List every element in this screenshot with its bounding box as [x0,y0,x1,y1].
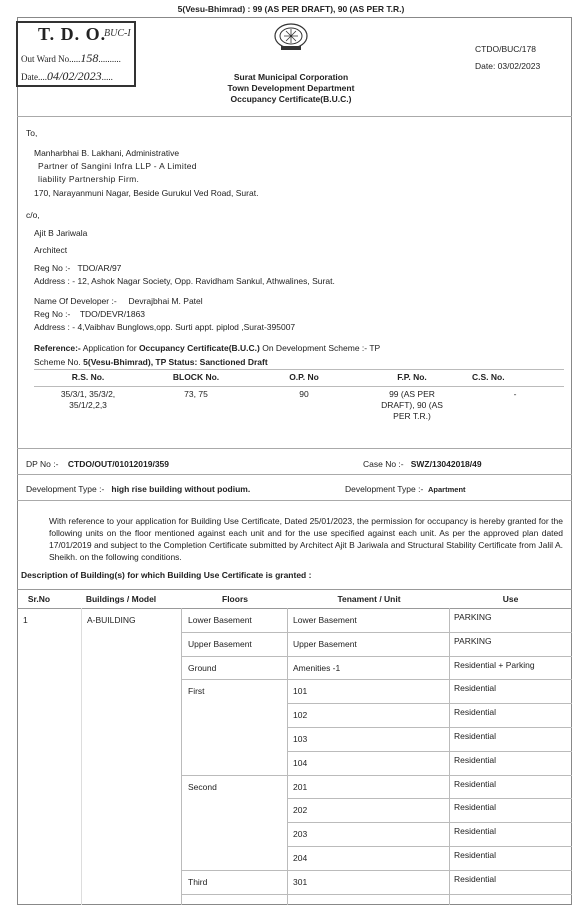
stamp-date: 04/02/2023 [47,69,102,83]
architect-role: Architect [34,245,68,255]
use-cell: Residential + Parking [454,659,535,670]
column-header: Floors [222,594,248,604]
unit-cell: 301 [293,876,308,887]
unit-cell: 201 [293,781,308,792]
developer-address: Address : - 4,Vaibhav Bunglows,opp. Surti appt. piplod ,Surat-395007 [34,322,296,332]
units-table [17,589,572,905]
description-heading: Description of Building(s) for which Building Use Certificate is granted : [21,570,312,580]
building-name-cell: A-BUILDING [87,615,136,625]
use-cell: Residential [454,707,497,718]
case-number: Case No :- SWZ/13042018/49 [363,459,482,469]
use-cell: Residential [454,802,497,813]
addressee-line: Manharbhai B. Lakhani, Administrative [34,148,180,158]
row-divider [287,846,572,847]
column-header: O.P. No [289,372,319,382]
cs-no-cell: - [513,389,517,399]
unit-cell: 203 [293,829,308,840]
addressee-line: Partner of Sangini Infra LLP - A Limited [38,161,197,171]
use-cell: Residential [454,731,497,741]
row-divider [181,894,572,895]
row-divider [287,751,572,752]
unit-cell: 104 [293,757,308,768]
column-header: R.S. No. [71,372,105,382]
co-label: c/o, [26,210,40,220]
architect-name: Ajit B Jariwala [34,228,88,238]
row-divider [287,798,572,799]
column-header: F.P. No. [397,372,427,382]
column-header: Use [502,594,519,604]
row-divider [181,656,572,657]
dp-number: DP No :- CTDO/OUT/01012019/359 [26,459,169,469]
row-divider [181,679,572,680]
floor-cell: Lower Basement [188,615,252,625]
sr-no-cell: 1 [23,615,28,625]
row-divider [181,870,572,871]
column-header: Tenament / Unit [337,594,401,604]
developer-reg: Reg No :- TDO/DEVR/1863 [34,309,146,319]
emblem-logo [272,22,310,54]
unit-cell: 101 [293,686,308,697]
header-date: Date: 03/02/2023 [475,61,541,71]
column-header: C.S. No. [472,372,505,382]
developer-name: Name Of Developer :- Devrajbhai M. Patel [34,296,203,306]
reference-line: Reference:- Application for Occupancy Certificate(B.U.C.) On Development Scheme :- TP [34,343,381,353]
use-cell: Residential [454,683,497,694]
addressee-address: 170, Narayanmuni Nagar, Beside Gurukul Ved Road, Surat. [34,188,259,198]
development-type-2: Development Type :- Apartment [345,484,466,494]
block-no-cell: 73, 75 [184,389,208,399]
divider [17,474,572,475]
row-divider [287,727,572,728]
floor-cell: Ground [188,662,217,673]
unit-cell: 202 [293,805,308,816]
floor-cell: Second [188,781,217,792]
use-cell: PARKING [454,635,492,646]
document-type: Occupancy Certificate(B.U.C.) [230,94,352,104]
survey-table [34,369,564,437]
floor-cell: Upper Basement [188,638,252,649]
body-paragraph: With reference to your application for Building Use Certificate, Dated 25/01/2023, the permission for occupancy is hereby granted for the following units on the floor mentioned against each unit and for the use specified against each unit. As per the approved plan dated 17/01/2019 and subject to the Completion Certificate submitted by Architect Ajit B Jariwala and Structural Stability Certificate from Jalil A. Sheikh. on the following conditions. [49,516,563,562]
org-name: Surat Municipal Corporation [233,72,349,82]
use-cell: Residential [454,778,497,789]
use-cell: PARKING [454,612,492,622]
stamp-tag: BUC-I [104,28,131,39]
stamp-outward-number: 158 [80,51,99,65]
op-no-cell: 90 [299,389,309,399]
unit-cell: Amenities -1 [293,662,341,673]
use-cell: Residential [454,754,497,765]
unit-cell: 103 [293,734,308,744]
architect-reg: Reg No :- TDO/AR/97 [34,263,122,273]
floor-cell: Third [188,876,208,887]
department-name: Town Development Department [227,83,355,93]
row-divider [181,632,572,633]
column-header: Buildings / Model [85,594,157,604]
divider [17,500,572,501]
column-header: Sr.No [27,594,51,604]
divider [17,448,572,449]
to-label: To, [26,128,38,138]
column-header: BLOCK No. [172,372,220,382]
use-cell: Residential [454,850,497,860]
rs-no-cell: 35/3/1, 35/3/2, 35/1/2,2,3 [60,389,116,410]
floor-cell: First [188,686,205,697]
row-divider [287,703,572,704]
architect-address: Address : - 12, Ashok Nagar Society, Opp. Ravidham Sankul, Athwalines, Surat. [34,276,335,286]
unit-cell: Upper Basement [293,638,357,649]
unit-cell: 102 [293,710,308,721]
fp-no-cell: 99 (AS PER DRAFT), 90 (AS PER T.R.) [381,389,443,421]
unit-cell: Lower Basement [293,615,357,625]
development-type-1: Development Type :- high rise building without podium. [26,484,251,494]
addressee-line: liability Partnership Firm. [38,174,140,184]
document-top-title: 5(Vesu-Bhimrad) : 99 (AS PER DRAFT), 90 (AS PER T.R.) [177,4,405,14]
use-cell: Residential [454,873,497,884]
header-divider [17,116,572,117]
stamp-date-row: Date....04/02/2023..... [21,69,113,83]
reference-line-2: Scheme No. 5(Vesu-Bhimrad), TP Status: Sanctioned Draft [34,357,268,367]
row-divider [287,822,572,823]
row-divider [181,775,572,776]
stamp-title: T. D. O. [38,24,107,44]
reference-number: CTDO/BUC/178 [475,44,536,54]
unit-cell: 204 [293,853,308,863]
stamp-outward-row: Out Ward No.....158.......... [21,51,121,65]
use-cell: Residential [454,826,497,837]
